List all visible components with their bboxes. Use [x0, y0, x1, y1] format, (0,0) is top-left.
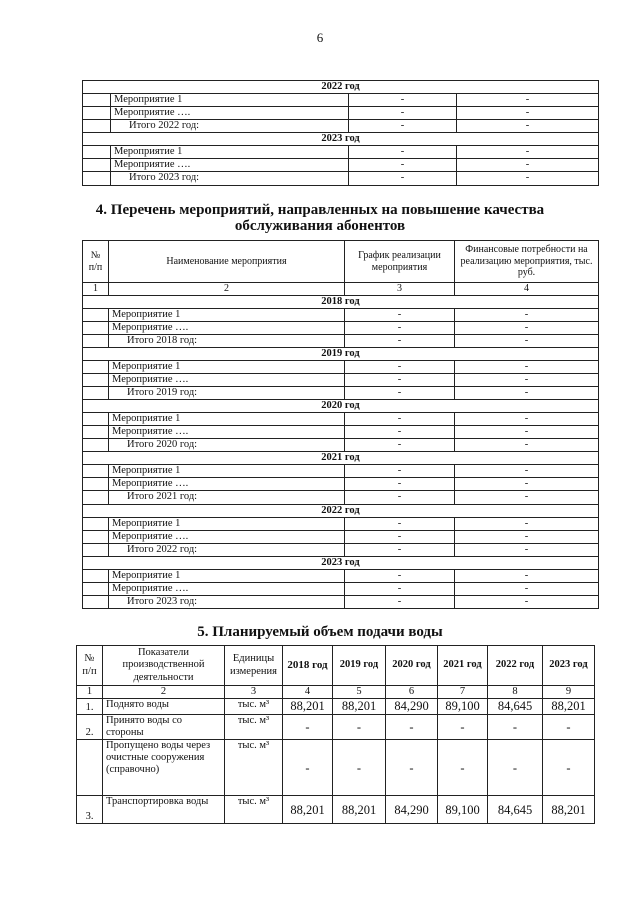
header-event-name: Наименование мероприятия [109, 241, 345, 283]
schedule-value: - [345, 595, 455, 608]
unit-value: тыс. м³ [225, 715, 283, 740]
financing-value: - [455, 373, 599, 386]
year-value: 88,201 [283, 796, 333, 824]
header-year: 2019 год [333, 646, 386, 686]
year-total-label: Итого 2020 год: [109, 439, 345, 452]
row-number: 1. [77, 699, 103, 715]
event-name: Мероприятие …. [109, 426, 345, 439]
schedule-value: - [345, 543, 455, 556]
event-name: Мероприятие 1 [109, 517, 345, 530]
financing-value: - [455, 465, 599, 478]
header-num: № п/п [83, 241, 109, 283]
year-value: 89,100 [438, 796, 488, 824]
header-num: № п/п [77, 646, 103, 686]
financing-value: - [455, 530, 599, 543]
schedule-value: - [345, 465, 455, 478]
row-number [83, 308, 109, 321]
indicator-name: Транспортировка воды [103, 796, 225, 824]
col-number: 3 [225, 686, 283, 699]
schedule-value: - [349, 159, 457, 172]
year-value: - [333, 715, 386, 740]
indicator-name: Принято воды со стороны [103, 715, 225, 740]
financing-value: - [455, 543, 599, 556]
schedule-value: - [345, 334, 455, 347]
schedule-value: - [345, 321, 455, 334]
events-table-continued [82, 80, 599, 186]
unit-value: тыс. м³ [225, 740, 283, 796]
event-name: Мероприятие …. [109, 321, 345, 334]
financing-value: - [455, 426, 599, 439]
event-name: Мероприятие …. [109, 530, 345, 543]
year-value: - [543, 715, 595, 740]
col-number: 2 [103, 686, 225, 699]
row-number [83, 478, 109, 491]
row-number [77, 740, 103, 796]
schedule-value: - [345, 373, 455, 386]
col-number: 7 [438, 686, 488, 699]
col-number: 9 [543, 686, 595, 699]
indicator-name: Поднято воды [103, 699, 225, 715]
event-name: Мероприятие 1 [111, 94, 349, 107]
row-number [83, 373, 109, 386]
col-number: 1 [77, 686, 103, 699]
year-value: 88,201 [333, 699, 386, 715]
financing-value: - [457, 107, 599, 120]
header-schedule: График реализации мероприятия [345, 241, 455, 283]
year-total-label: Итого 2018 год: [109, 334, 345, 347]
schedule-value: - [349, 107, 457, 120]
financing-value: - [455, 439, 599, 452]
year-value: 89,100 [438, 699, 488, 715]
section-4-title-line2: обслуживания абонентов [234, 218, 406, 234]
schedule-value: - [345, 569, 455, 582]
financing-value: - [457, 120, 599, 133]
col-number: 5 [333, 686, 386, 699]
col-number: 4 [455, 283, 599, 296]
financing-value: - [457, 172, 599, 185]
year-value: - [488, 715, 543, 740]
header-year: 2021 год [438, 646, 488, 686]
row-number [83, 543, 109, 556]
row-number [83, 426, 109, 439]
row-number: 3. [77, 796, 103, 824]
financing-value: - [455, 517, 599, 530]
header-year: 2018 год [283, 646, 333, 686]
schedule-value: - [345, 386, 455, 399]
col-number: 1 [83, 283, 109, 296]
schedule-value: - [345, 413, 455, 426]
schedule-value: - [345, 517, 455, 530]
service-quality-events-table [82, 240, 599, 609]
year-value: - [386, 740, 438, 796]
row-number: 2. [77, 715, 103, 740]
row-number [83, 120, 111, 133]
year-total-label: Итого 2022 год: [109, 543, 345, 556]
header-unit: Единицы измерения [225, 646, 283, 686]
row-number [83, 334, 109, 347]
schedule-value: - [345, 426, 455, 439]
schedule-value: - [345, 439, 455, 452]
financing-value: - [457, 159, 599, 172]
financing-value: - [455, 595, 599, 608]
schedule-value: - [345, 530, 455, 543]
year-total-label: Итого 2023 год: [111, 172, 349, 185]
financing-value: - [455, 569, 599, 582]
event-name: Мероприятие 1 [111, 146, 349, 159]
year-group-header: 2021 год [83, 452, 599, 465]
unit-value: тыс. м³ [225, 699, 283, 715]
row-number [83, 360, 109, 373]
row-number [83, 159, 111, 172]
event-name: Мероприятие 1 [109, 360, 345, 373]
year-value: 88,201 [543, 796, 595, 824]
row-number [83, 517, 109, 530]
year-value: - [283, 715, 333, 740]
year-value: 84,645 [488, 699, 543, 715]
year-group-header: 2018 год [83, 295, 599, 308]
year-value: 84,645 [488, 796, 543, 824]
year-value: 84,290 [386, 796, 438, 824]
indicator-name: Пропущено воды через очистные сооружения (справочно) [103, 740, 225, 796]
year-value: - [543, 740, 595, 796]
col-number: 8 [488, 686, 543, 699]
year-group-header: 2023 год [83, 556, 599, 569]
schedule-value: - [345, 478, 455, 491]
year-total-label: Итого 2023 год: [109, 595, 345, 608]
year-value: - [333, 740, 386, 796]
financing-value: - [455, 582, 599, 595]
header-financing: Финансовые потребности на реализацию мероприятия, тыс. руб. [455, 241, 599, 283]
event-name: Мероприятие 1 [109, 569, 345, 582]
row-number [83, 465, 109, 478]
financing-value: - [455, 360, 599, 373]
col-number: 3 [345, 283, 455, 296]
financing-value: - [455, 308, 599, 321]
schedule-value: - [349, 120, 457, 133]
year-value: - [488, 740, 543, 796]
financing-value: - [455, 478, 599, 491]
schedule-value: - [345, 582, 455, 595]
row-number [83, 569, 109, 582]
year-value: - [283, 740, 333, 796]
unit-value: тыс. м³ [225, 796, 283, 824]
section-5-title: 5. Планируемый объем подачи воды [197, 624, 443, 640]
section-4-title-line1: 4. Перечень мероприятий, направленных на повышение качества [95, 202, 545, 218]
row-number [83, 146, 111, 159]
col-number: 4 [283, 686, 333, 699]
schedule-value: - [349, 172, 457, 185]
year-value: 88,201 [283, 699, 333, 715]
row-number [83, 172, 111, 185]
row-number [83, 491, 109, 504]
year-value: - [386, 715, 438, 740]
header-year: 2022 год [488, 646, 543, 686]
water-supply-volume-table [76, 645, 595, 824]
financing-value: - [455, 413, 599, 426]
financing-value: - [455, 491, 599, 504]
event-name: Мероприятие 1 [109, 465, 345, 478]
event-name: Мероприятие …. [109, 373, 345, 386]
event-name: Мероприятие …. [111, 159, 349, 172]
event-name: Мероприятие …. [109, 478, 345, 491]
row-number [83, 94, 111, 107]
year-group-header: 2020 год [83, 400, 599, 413]
row-number [83, 582, 109, 595]
col-number: 2 [109, 283, 345, 296]
row-number [83, 439, 109, 452]
header-year: 2023 год [543, 646, 595, 686]
page-number: 6 [316, 30, 324, 45]
header-year: 2020 год [386, 646, 438, 686]
schedule-value: - [349, 94, 457, 107]
year-value: - [438, 740, 488, 796]
year-total-label: Итого 2021 год: [109, 491, 345, 504]
event-name: Мероприятие …. [109, 582, 345, 595]
header-indicator: Показатели производственной деятельности [103, 646, 225, 686]
year-total-label: Итого 2019 год: [109, 386, 345, 399]
year-group-header: 2022 год [83, 504, 599, 517]
event-name: Мероприятие 1 [109, 308, 345, 321]
row-number [83, 107, 111, 120]
schedule-value: - [345, 360, 455, 373]
financing-value: - [457, 146, 599, 159]
row-number [83, 413, 109, 426]
schedule-value: - [345, 308, 455, 321]
schedule-value: - [349, 146, 457, 159]
year-value: 88,201 [543, 699, 595, 715]
financing-value: - [455, 386, 599, 399]
col-number: 6 [386, 686, 438, 699]
year-total-label: Итого 2022 год: [111, 120, 349, 133]
event-name: Мероприятие …. [111, 107, 349, 120]
financing-value: - [455, 321, 599, 334]
schedule-value: - [345, 491, 455, 504]
financing-value: - [457, 94, 599, 107]
row-number [83, 321, 109, 334]
financing-value: - [455, 334, 599, 347]
row-number [83, 595, 109, 608]
year-value: - [438, 715, 488, 740]
year-group-header: 2023 год [83, 133, 599, 146]
row-number [83, 530, 109, 543]
year-group-header: 2022 год [83, 81, 599, 94]
year-group-header: 2019 год [83, 347, 599, 360]
event-name: Мероприятие 1 [109, 413, 345, 426]
year-value: 88,201 [333, 796, 386, 824]
year-value: 84,290 [386, 699, 438, 715]
row-number [83, 386, 109, 399]
